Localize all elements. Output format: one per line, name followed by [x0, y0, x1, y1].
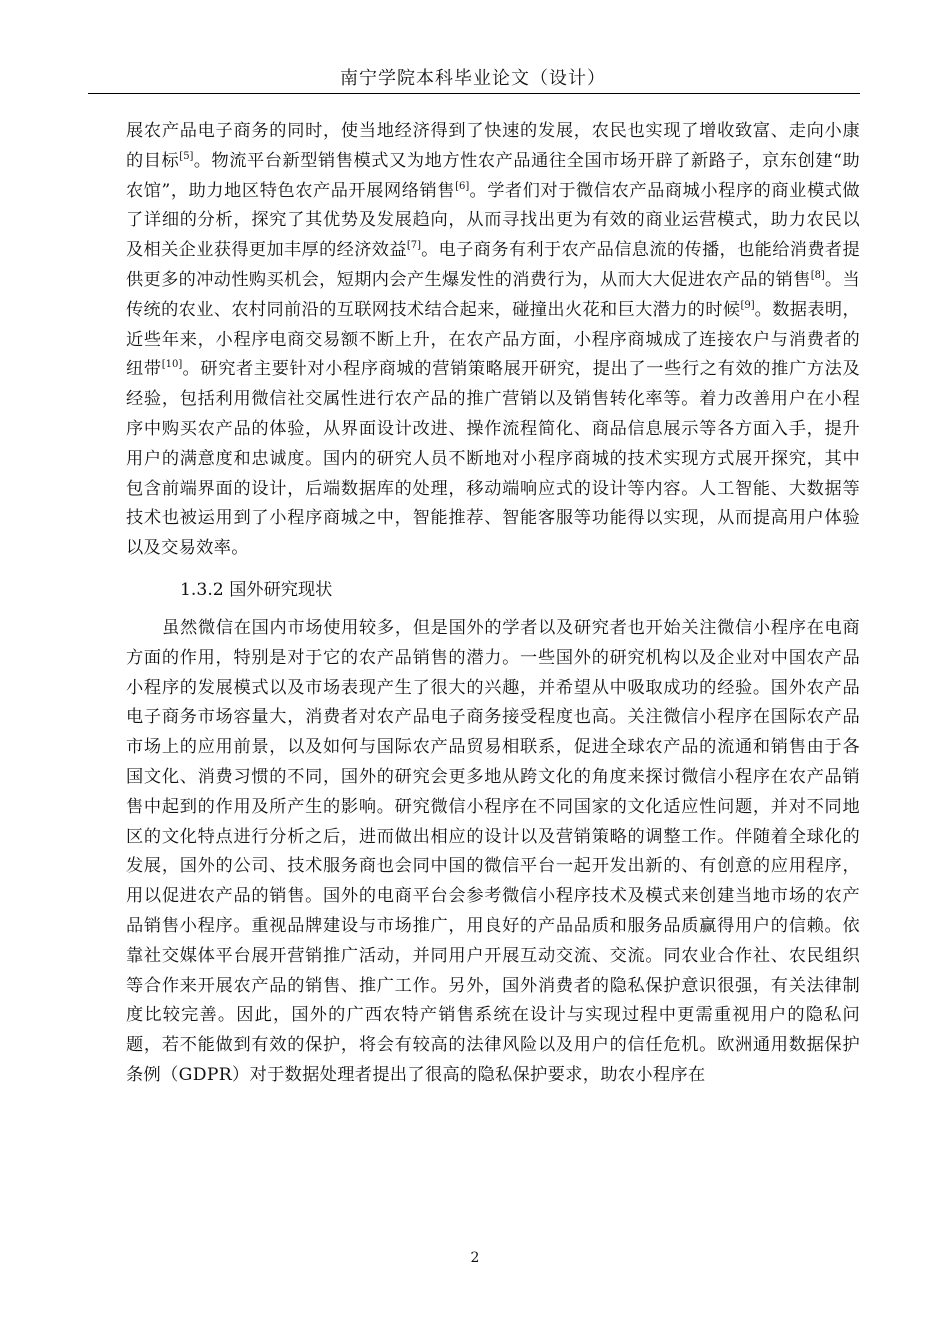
paragraph-text: 展农产品电子商务的同时，使当地经济得到了快速的发展，农民也实现了增收致富、走向小康的目标 [126, 121, 860, 171]
domestic-research-paragraph [126, 117, 860, 564]
section-heading-1-3-2: 1.3.2 国外研究现状 [180, 579, 333, 600]
page-body [126, 117, 860, 1091]
paragraph-text: 。电子商务有利于农产品信息流的传播，也能给消费者提供更多的冲动性购买机会，短期内会产生爆发性的消费行为，从而大大促进农产品的销售 [126, 240, 860, 290]
foreign-research-paragraph: 虽然微信在国内市场使用较多，但是国外的学者以及研究者也开始关注微信小程序在电商方面的作用，特别是对于它的农产品销售的潜力。一些国外的研究机构以及企业对中国农产品小程序的发展模式以及市场表现产生了很大的兴趣，并希望从中吸取成功的经验。国外农产品电子商务市场容量大，消费者对农产品电子商务接受程度也高。关注微信小程序在国际农产品市场上的应用前景，以及如何与国际农产品贸易相联系，促进全球农产品的流通和销售由于各国文化、消费习惯的不同，国外的研究会更多地从跨文化的角度来探讨微信小程序在农产品销售中起到的作用及所产生的影响。研究微信小程序在不同国家的文化适应性问题，并对不同地区的文化特点进行分析之后，进而做出相应的设计以及营销策略的调整工作。伴随着全球化的发展，国外的公司、技术服务商也会同中国的微信平台一起开发出新的、有创意的应用程序，用以促进农产品的销售。国外的电商平台会参考微信小程序技术及模式来创建当地市场的农产品销售小程序。重视品牌建设与市场推广，用良好的产品品质和服务品质赢得用户的信赖。依靠社交媒体平台展开营销推广活动，并同用户开展互动交流、交流。同农业合作社、农民组织等合作来开展农产品的销售、推广工作。另外，国外消费者的隐私保护意识很强，有关法律制度比较完善。因此，国外的广西农特产销售系统在设计与实现过程中更需重视用户的隐私问题，若不能做到有效的保护，将会有较高的法律风险以及用户的信任危机。欧洲通用数据保护条例（GDPR）对于数据处理者提出了很高的隐私保护要求，助农小程序在 [126, 617, 860, 1085]
citation-9: [9] [740, 299, 755, 311]
citation-5: [5] [179, 150, 194, 162]
running-header: 南宁学院本科毕业论文（设计） [340, 68, 606, 89]
page-number: 2 [470, 1250, 480, 1266]
citation-10: [10] [161, 359, 183, 371]
paragraph-text: 。研究者主要针对小程序商城的营销策略展开研究，提出了一些行之有效的推广方法及经验，包括利用微信社交属性进行农产品的推广营销以及销售转化率等。着力改善用户在小程序中购买农产品的体验，从界面设计改进、操作流程简化、商品信息展示等各方面入手，提升用户的满意度和忠诚度。国内的研究人员不断地对小程序商城的技术实现方式展开探究，其中包含前端界面的设计，后端数据库的处理，移动端响应式的设计等内容。人工智能、大数据等技术也被运用到了小程序商城之中，智能推荐、智能客服等功能得以实现，从而提高用户体验以及交易效率。 [126, 359, 861, 559]
citation-6: [6] [455, 180, 470, 192]
paragraph-text: 。物流平台新型销售模式又为地方性农产品通往全国市场开辟了新路子，京东创建“助农馆”，助力地区特色农产品开展网络销售 [126, 150, 860, 201]
citation-8: [8] [810, 269, 825, 281]
paragraph-text: 。数据表明，近些年来，小程序电商交易额不断上升，在农产品方面，小程序商城成了连接农户与消费者的纽带 [126, 299, 860, 380]
paragraph-text: 。学者们对于微信农产品商城小程序的商业模式做了详细的分析，探究了其优势及发展趋向，从而寻找出更为有效的商业运营模式，助力农民以及相关企业获得更加丰厚的经济效益 [126, 180, 860, 261]
citation-7: [7] [406, 240, 422, 252]
header-rule [88, 93, 860, 94]
paragraph-text: 。当传统的农业、农村同前沿的互联网技术结合起来，碰撞出火花和巨大潜力的时候 [126, 269, 861, 320]
